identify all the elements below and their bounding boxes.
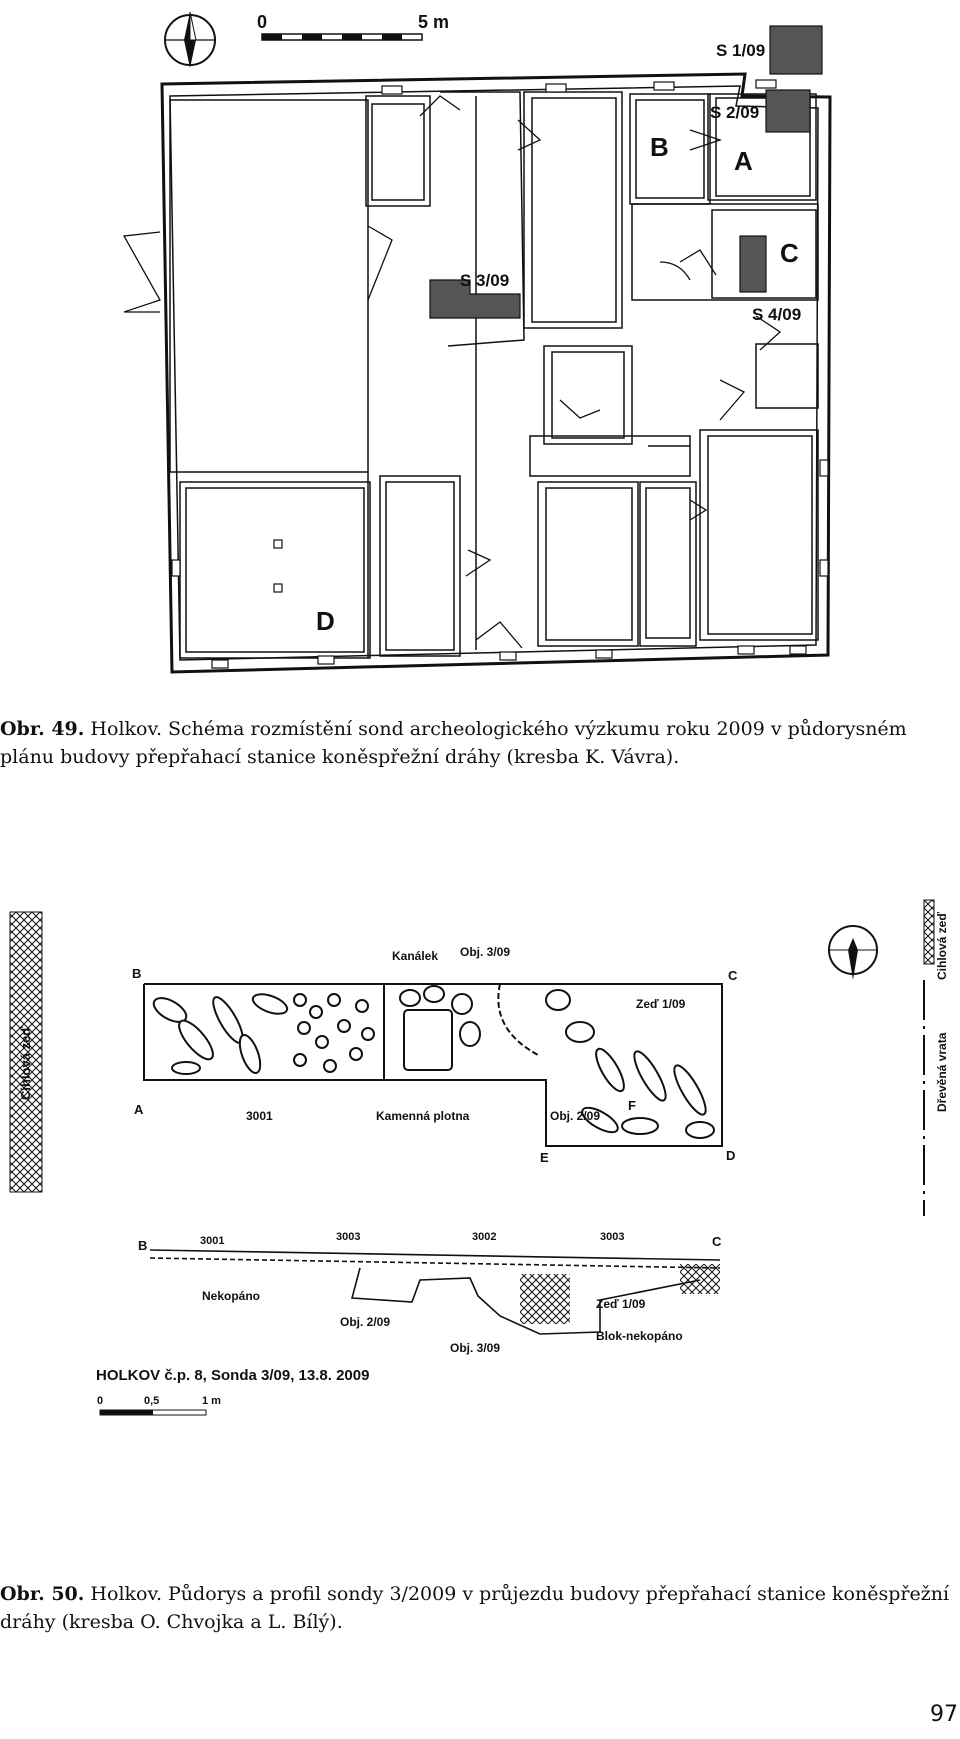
probe-s4-label: S 4/09: [752, 305, 802, 324]
page-number: 97: [930, 1702, 958, 1727]
plan-corner-e: E: [540, 1150, 549, 1165]
profile-3003b-label: 3003: [600, 1231, 625, 1243]
stone-slab-label: Kamenná plotna: [376, 1109, 470, 1123]
north-arrow-icon: [165, 12, 215, 68]
plan-corner-c: C: [728, 968, 738, 983]
probe-plan-figure: [0, 880, 960, 1440]
profile-corner-b: B: [138, 1238, 148, 1253]
room-a-label: A: [734, 146, 753, 176]
room-d-label: D: [316, 606, 335, 636]
wall-1-09-plan-label: Zeď 1/09: [636, 997, 686, 1011]
probe-s1-label: S 1/09: [716, 41, 766, 60]
plan-corner-b: B: [132, 966, 142, 981]
probe-figure-title: HOLKOV č.p. 8, Sonda 3/09, 13.8. 2009: [96, 1367, 370, 1384]
figure-50-label: Obr. 50.: [0, 1583, 85, 1605]
scale-half-50: 0,5: [144, 1395, 160, 1407]
profile-3003a-label: 3003: [336, 1231, 361, 1243]
figure-49-text: Holkov. Schéma rozmístění sond archeologického výzkumu roku 2009 v půdorysném plánu budovy přepřahací stanice koněspřežní dráhy (kresba K. Vávra).: [0, 718, 907, 768]
obj3-plan-label: Obj. 3/09: [460, 945, 511, 959]
context-3001-plan-label: 3001: [246, 1109, 273, 1123]
profile-3001-label: 3001: [200, 1235, 225, 1247]
plan-scale-bar: [257, 12, 449, 40]
brick-wall-right-label: Cihlová zeď: [935, 912, 949, 980]
figure-50-caption: [0, 1580, 958, 1636]
profile-corner-c: C: [712, 1234, 722, 1249]
profile-obj3-label: Obj. 3/09: [450, 1341, 501, 1355]
room-c-label: C: [780, 238, 799, 268]
profile-unexcavated-label: Nekopáno: [202, 1289, 261, 1303]
brick-wall-left-label: Cihlová zeď: [18, 1026, 33, 1100]
room-b-label: B: [650, 132, 669, 162]
figure-49-caption: [0, 715, 958, 771]
scale-five: 5 m: [418, 12, 450, 32]
scale-one-50: 1 m: [202, 1395, 221, 1407]
probe-s3-label: S 3/09: [460, 271, 510, 290]
plan-corner-a: A: [134, 1102, 144, 1117]
kanalek-label: Kanálek: [392, 949, 439, 963]
plan-corner-f: F: [628, 1098, 636, 1113]
wooden-gate-label: Dřevěná vrata: [935, 1032, 949, 1112]
profile-obj2-label: Obj. 2/09: [340, 1315, 391, 1329]
probe-s2-label: S 2/09: [710, 103, 760, 122]
scale-zero: 0: [257, 12, 268, 32]
figure-50-text: Holkov. Půdorys a profil sondy 3/2009 v průjezdu budovy přepřahací stanice koněspřežní dráhy (kresba O. Chvojka a L. Bílý).: [0, 1583, 950, 1633]
obj2-plan-label: Obj. 2/09: [550, 1109, 601, 1123]
plan-corner-d: D: [726, 1148, 736, 1163]
profile-3002-label: 3002: [472, 1231, 497, 1243]
building-plan-figure: [0, 0, 960, 690]
profile-scale-bar: [97, 1395, 221, 1415]
profile-wall-label: Zeď 1/09: [596, 1297, 646, 1311]
north-arrow-icon: [829, 926, 877, 980]
figure-49-label: Obr. 49.: [0, 718, 85, 740]
profile-block-label: Blok-nekopáno: [596, 1329, 683, 1343]
scale-zero-50: 0: [97, 1395, 104, 1407]
